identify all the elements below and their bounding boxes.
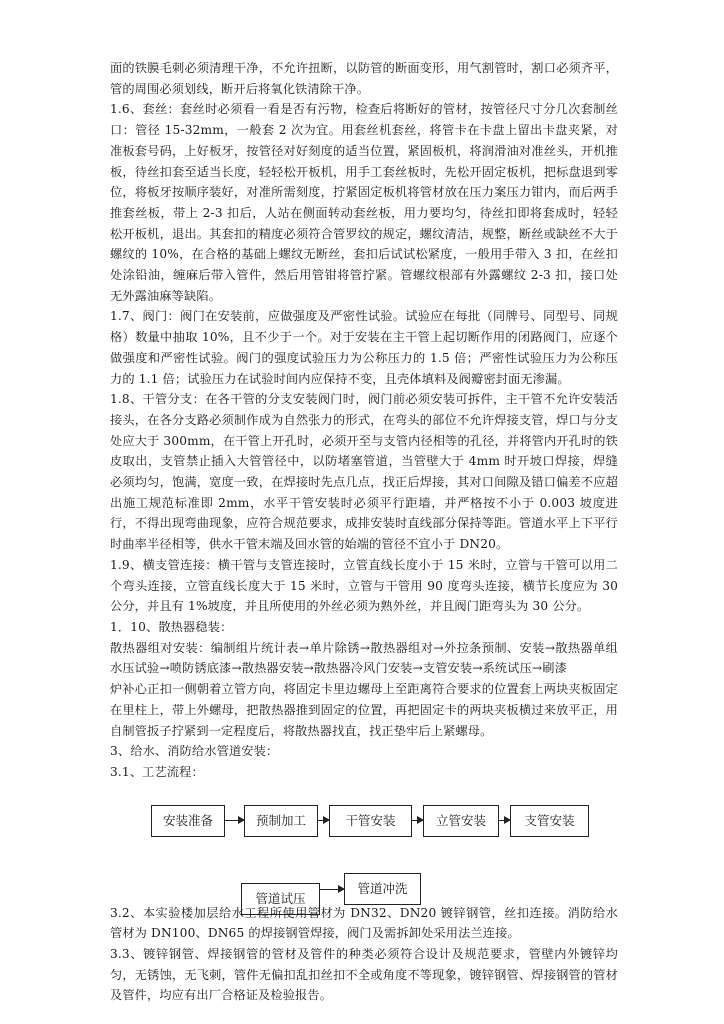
paragraph-branch-connection: 1.9、横支管连接：横干管与支管连接时，立管直线长度小于 15 米时，立管与干管可以用二个弯头连接，立管直线长度大于 15 米时，立管与干管用 90 度弯头连接，横节长度应为 30 公分，并且有 1%坡度，并且所使用的外丝必须为熟外丝，并且阀门距弯头为 30 公分。 — [110, 557, 618, 614]
flow-step-branch: 支管安装 — [510, 805, 589, 837]
heading-water-supply: 3、给水、消防给水管道安装： — [110, 744, 279, 759]
flow-step-pressure-test: 管道试压 — [241, 883, 320, 915]
paragraph-threading: 1.6、套丝：套丝时必须看一看是否有污物，检查后将断好的管材，按管径尺寸分几次套制丝口：管径 15-32mm，一般套 2 次为宜。用套丝机套丝，将管卡在卡盘上留出卡盘夹紧，对准板套号码，上好板牙，按管径对好刻度的适当位置，紧固板机，将润滑油对准丝头，开机推板，待丝扣套至适当长度，轻轻松开板机，用手工套丝板时，先松开固定板机，把标盘退到零位，将板牙按顺序装好，对准所需刻度，拧紧固定板机将管材放在压力案压力钳内，而后两手推套丝板，带上 2-3 扣后，人站在侧面转动套丝板，用力要均匀，待丝扣即将套成时，轻轻松开板机，退出。其套扣的精度必须符合管罗纹的规定，螺纹清洁，规整，断丝或缺丝不大于螺纹的 10%，在合格的基础上螺纹无断丝，套扣后试试松紧度，一般用手带入 3 扣，在丝扣处涂铅油，缠麻后带入管件，然后用管钳将管拧紧。管螺纹根部有外露螺纹 2-3 扣，接口处无外露油麻等缺陷。 — [110, 102, 618, 303]
paragraph-radiator-fixing: 炉补心正扣一侧朝着立管方向，将固定卡里边螺母上至距离符合要求的位置套上两块夹板固定在里柱上，带上外螺母，把散热器推到固定的位置，再把固定卡的两块夹板横过来放平正，用自制管扳子拧紧到一定程度后，将散热器找直，找正垫牢后上紧螺母。 — [110, 682, 618, 738]
paragraph-pipe-quality: 3.3、镀锌钢管、焊接钢管的管材及管件的种类必须符合设计及规范要求，管壁内外镀锌均匀，无锈蚀，无飞刺，管件无偏扣乱扣丝扣不全或角度不等现象，镀锌钢管、焊接钢管的管材及管件，均应有出厂合格证及检验报告。 — [110, 947, 618, 1003]
paragraph-main-branch: 1.8、干管分支：在各干管的分支安装阀门时，阀门前必须安装可拆件，主干管不允许安装活接头，在各分支路必须制作成为自然张力的形式，在弯头的部位不允许焊接支管，焊口与分支处应大于 300mm，在干管上开孔时，必须开至与支管内径相等的孔径，并将管内开孔时的铁皮取出，支管禁止插入大管管径中，以防堵塞管道，当管壁大于 4mm 时开坡口焊接，焊缝必须均匀，饱满，宽度一致，在焊接时先点几点，找正后焊接，其对口间隙及错口偏差不应超出施工规范标准即 2mm，水平干管安装时必须平行距墙，并严格按不小于 0.003 坡度进行，不得出现弯曲现象，应符合规范要求，成排安装时直线部分保持等距。管道水平上下平行时曲率半径相等，供水干管末端及回水管的始端的管径不宜小于 DN20。 — [110, 392, 618, 552]
flow-step-flushing: 管道冲洗 — [344, 873, 421, 905]
flow-arrow — [319, 889, 344, 890]
flow-step-prefabrication: 预制加工 — [244, 805, 318, 837]
heading-process-flow: 3.1、工艺流程： — [110, 764, 204, 779]
paragraph-pipe-material: 3.2、本实验楼加层给水工程所使用管材为 DN32、DN20 镀锌钢管，丝扣连接。消防给水管材为 DN100、DN65 的焊接钢管焊接，阀门及需拆卸处采用法兰连接。 — [110, 905, 618, 941]
flow-arrow — [411, 820, 423, 821]
paragraph-cutting: 面的铁膜毛刺必须清理干净，不允许扭断，以防管的断面变形，用气割管时，割口必须齐平，管的周围必须划线，断开后将氧化铁清除干净。 — [110, 61, 618, 96]
flow-step-preparation: 安装准备 — [151, 805, 225, 837]
paragraph-radiator-assembly: 散热器组对安装：编制组片统计表→单片除锈→散热器组对→外拉条预制、安装→散热器单组水压试验→喷防锈底漆→散热器安装→散热器冷风门安装→支管安装→系统试压→刷漆 — [110, 640, 618, 676]
paragraph-valves: 1.7、阀门：阀门在安装前，应做强度及严密性试验。试验应在每批（同牌号、同型号、同规格）数量中抽取 10%，且不少于一个。对于安装在主干管上起切断作用的闭路阀门，应逐个做强度和严密性试验。阀门的强度试验压力为公称压力的 1.5 倍；严密性试验压力为公称压力的 1.1 倍；试验压力在试验时间内应保持不变，且壳体填料及阀瓣密封面无渗漏。 — [110, 309, 618, 386]
heading-radiator-install: 1．10、散热器稳装： — [110, 619, 233, 634]
flow-arrow — [317, 820, 329, 821]
flow-arrow — [224, 820, 244, 821]
flow-step-main-pipe: 干管安装 — [329, 805, 412, 837]
flow-arrow — [498, 820, 510, 821]
document-page — [110, 58, 618, 1006]
flow-step-riser: 立管安装 — [423, 805, 499, 837]
process-flow-diagram — [110, 791, 618, 917]
